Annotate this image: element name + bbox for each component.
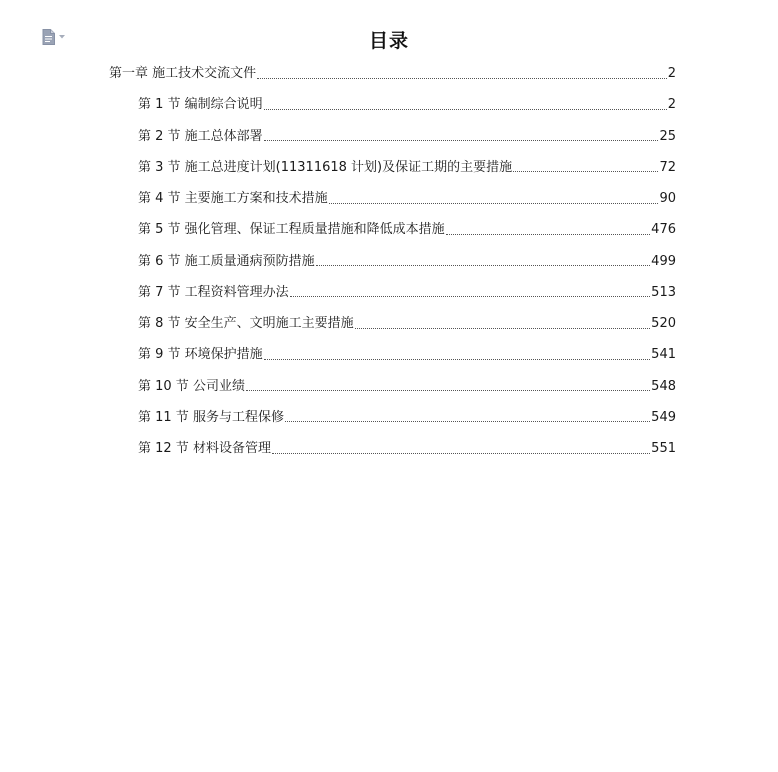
toc-entry-label: 第 4 节 主要施工方案和技术措施 [138, 191, 328, 206]
toc-section-entry[interactable] [138, 379, 676, 395]
toc-entry-label: 第 1 节 编制综合说明 [138, 97, 263, 113]
toc-section-entry[interactable] [138, 410, 676, 426]
toc-dot-leader [355, 318, 651, 329]
toc-dot-leader [264, 130, 659, 141]
toc-entry-label: 第 5 节 强化管理、保证工程质量措施和降低成本措施 [138, 222, 445, 238]
toc-section-entry[interactable] [138, 191, 676, 207]
toc-dot-leader [257, 68, 667, 79]
toc-dot-leader [446, 224, 651, 235]
toc-entry-label: 第 11 节 服务与工程保修 [138, 409, 284, 425]
toc-dot-leader [264, 99, 667, 110]
toc-page-number: 90 [659, 191, 676, 206]
toc-dot-leader [264, 349, 651, 360]
toc-entry-label: 第 12 节 材料设备管理 [138, 441, 271, 456]
toc-chapter-entry[interactable] [109, 66, 676, 82]
toc-page-number: 2 [667, 97, 676, 113]
toc-section-entry[interactable] [138, 316, 676, 332]
toc-entry-label: 第 7 节 工程资料管理办法 [138, 284, 289, 300]
toc-dot-leader [316, 255, 651, 266]
toc-dot-leader [513, 161, 658, 172]
toc-dot-leader [246, 380, 650, 391]
toc-section-entry[interactable] [138, 441, 676, 457]
toc-page-number: 2 [667, 66, 676, 81]
toc-page-number: 499 [651, 253, 676, 269]
toc-section-entry[interactable] [138, 347, 676, 363]
toc-page-number: 551 [651, 441, 676, 456]
toc-section-entry[interactable] [138, 129, 676, 145]
toc-page-number: 476 [651, 222, 676, 238]
toc-entry-label: 第一章 施工技术交流文件 [109, 66, 257, 81]
toc-page-number: 25 [659, 128, 676, 144]
toc-page-number: 549 [651, 409, 676, 425]
toc-page-number: 513 [651, 284, 676, 300]
toc-page-number: 520 [651, 316, 676, 331]
toc-dot-leader [285, 411, 650, 422]
toc-entry-label: 第 2 节 施工总体部署 [138, 128, 263, 144]
toc-entry-label: 第 3 节 施工总进度计划(11311618 计划)及保证工期的主要措施 [138, 159, 513, 175]
toc-entry-label: 第 9 节 环境保护措施 [138, 347, 263, 363]
page-title: 目录 [368, 30, 409, 52]
toc-dot-leader [290, 286, 651, 297]
toc-entry-label: 第 10 节 公司业绩 [138, 378, 245, 394]
toc-page-number: 541 [651, 347, 676, 363]
toc-section-entry[interactable] [138, 160, 676, 176]
toc-section-entry[interactable] [138, 97, 676, 113]
toc-section-entry[interactable] [138, 222, 676, 238]
toc-section-entry[interactable] [138, 254, 676, 270]
toc-dot-leader [272, 443, 650, 454]
toc-page-number: 72 [659, 159, 676, 175]
toc-dot-leader [329, 193, 659, 204]
toc-page-number: 548 [651, 378, 676, 394]
toc-entry-label: 第 6 节 施工质量通病预防措施 [138, 253, 315, 269]
toc-entry-label: 第 8 节 安全生产、文明施工主要措施 [138, 316, 354, 331]
toc-section-entry[interactable] [138, 285, 676, 301]
